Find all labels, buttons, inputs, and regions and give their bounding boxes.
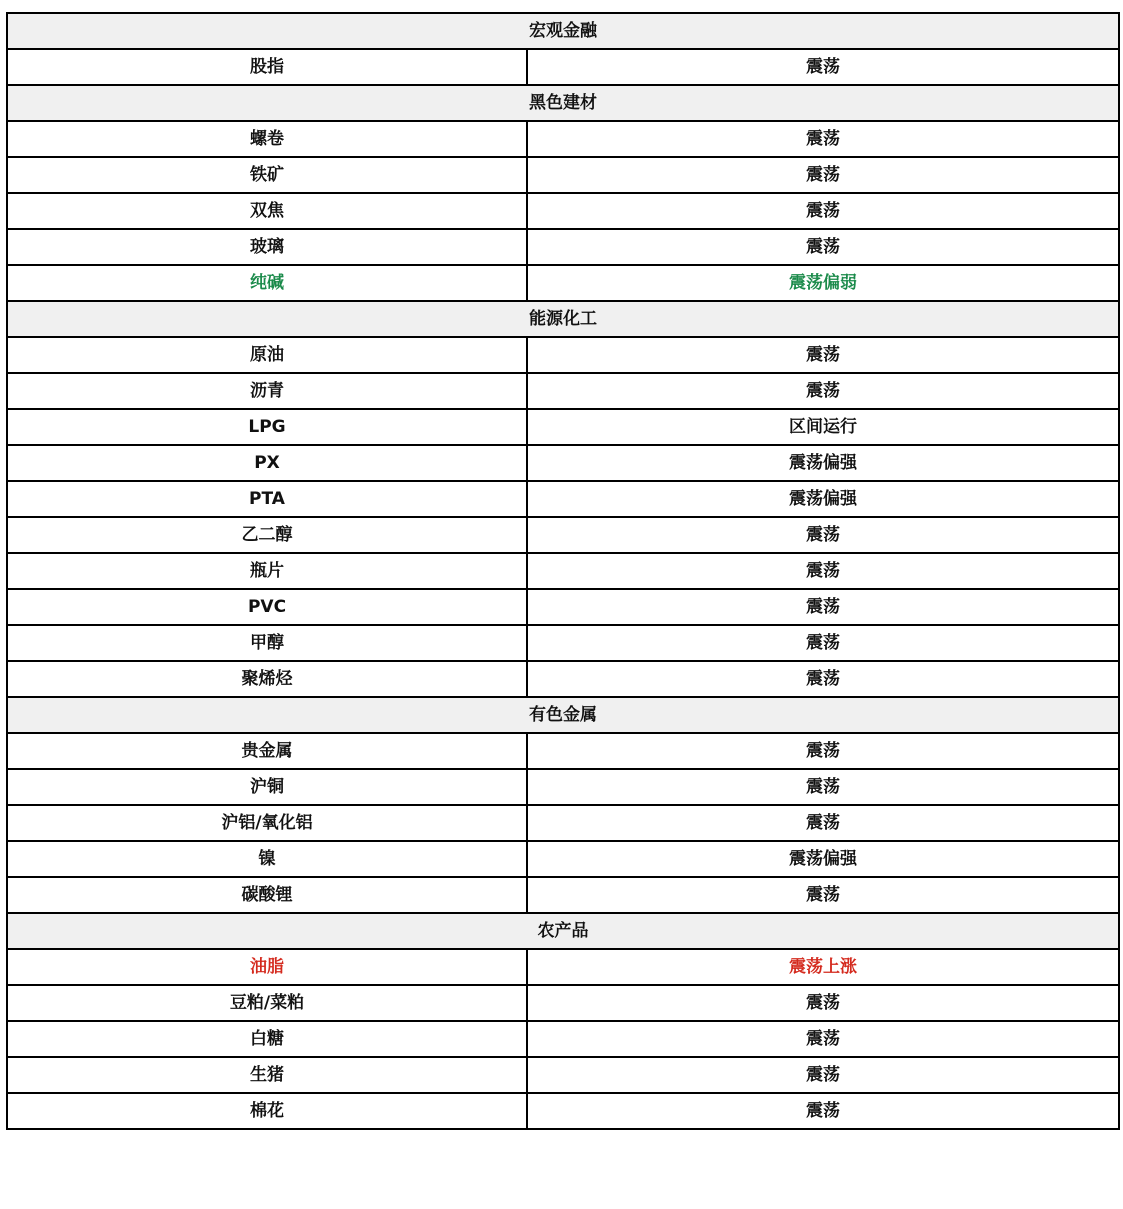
commodity-name: 双焦 xyxy=(7,193,527,229)
table-row xyxy=(7,409,1119,445)
commodity-name: PTA xyxy=(7,481,527,517)
commodity-name: 沪铝/氧化铝 xyxy=(7,805,527,841)
section-title: 宏观金融 xyxy=(7,13,1119,49)
market-view: 震荡上涨 xyxy=(527,949,1119,985)
table-row xyxy=(7,1021,1119,1057)
table-row xyxy=(7,445,1119,481)
commodity-name: 豆粕/菜粕 xyxy=(7,985,527,1021)
commodity-name: 甲醇 xyxy=(7,625,527,661)
market-view: 震荡偏强 xyxy=(527,841,1119,877)
table-row xyxy=(7,661,1119,697)
market-view: 震荡偏弱 xyxy=(527,265,1119,301)
commodity-name: 玻璃 xyxy=(7,229,527,265)
commodity-name: PX xyxy=(7,445,527,481)
market-view: 震荡 xyxy=(527,373,1119,409)
market-view: 震荡 xyxy=(527,769,1119,805)
table-row xyxy=(7,337,1119,373)
market-view: 震荡 xyxy=(527,49,1119,85)
market-view: 震荡 xyxy=(527,877,1119,913)
market-view: 震荡 xyxy=(527,733,1119,769)
table-row xyxy=(7,625,1119,661)
table-row xyxy=(7,985,1119,1021)
table-row xyxy=(7,805,1119,841)
market-view: 震荡 xyxy=(527,337,1119,373)
section-header-row xyxy=(7,697,1119,733)
section-title: 黑色建材 xyxy=(7,85,1119,121)
market-view: 震荡 xyxy=(527,1057,1119,1093)
market-view: 震荡 xyxy=(527,157,1119,193)
commodity-name: 生猪 xyxy=(7,1057,527,1093)
table-row xyxy=(7,121,1119,157)
commodity-name: 铁矿 xyxy=(7,157,527,193)
commodity-name: 瓶片 xyxy=(7,553,527,589)
section-title: 农产品 xyxy=(7,913,1119,949)
commodity-name: 纯碱 xyxy=(7,265,527,301)
table-row xyxy=(7,553,1119,589)
table-row xyxy=(7,481,1119,517)
commodity-name: LPG xyxy=(7,409,527,445)
market-view: 震荡 xyxy=(527,985,1119,1021)
section-title: 能源化工 xyxy=(7,301,1119,337)
market-view: 震荡 xyxy=(527,553,1119,589)
table-row xyxy=(7,265,1119,301)
market-view: 震荡偏强 xyxy=(527,445,1119,481)
market-view: 震荡 xyxy=(527,589,1119,625)
market-view: 震荡 xyxy=(527,121,1119,157)
table-row xyxy=(7,589,1119,625)
table-row xyxy=(7,229,1119,265)
commodity-name: PVC xyxy=(7,589,527,625)
commodity-name: 碳酸锂 xyxy=(7,877,527,913)
commodity-name: 白糖 xyxy=(7,1021,527,1057)
table-row xyxy=(7,517,1119,553)
market-view: 震荡 xyxy=(527,193,1119,229)
market-view: 震荡 xyxy=(527,805,1119,841)
commodity-name: 镍 xyxy=(7,841,527,877)
section-title: 有色金属 xyxy=(7,697,1119,733)
market-view: 区间运行 xyxy=(527,409,1119,445)
commodity-outlook-table-container xyxy=(6,12,1118,1130)
table-row xyxy=(7,1093,1119,1129)
commodity-name: 棉花 xyxy=(7,1093,527,1129)
market-view: 震荡 xyxy=(527,1093,1119,1129)
commodity-name: 贵金属 xyxy=(7,733,527,769)
commodity-name: 乙二醇 xyxy=(7,517,527,553)
table-row xyxy=(7,1057,1119,1093)
table-row xyxy=(7,841,1119,877)
table-row xyxy=(7,157,1119,193)
table-row xyxy=(7,877,1119,913)
market-view: 震荡 xyxy=(527,229,1119,265)
table-row xyxy=(7,949,1119,985)
table-body xyxy=(7,13,1119,1129)
section-header-row xyxy=(7,913,1119,949)
market-view: 震荡 xyxy=(527,1021,1119,1057)
table-row xyxy=(7,733,1119,769)
commodity-outlook-table xyxy=(6,12,1120,1130)
commodity-name: 螺卷 xyxy=(7,121,527,157)
market-view: 震荡 xyxy=(527,625,1119,661)
market-view: 震荡偏强 xyxy=(527,481,1119,517)
section-header-row xyxy=(7,301,1119,337)
commodity-name: 原油 xyxy=(7,337,527,373)
commodity-name: 沥青 xyxy=(7,373,527,409)
section-header-row xyxy=(7,13,1119,49)
commodity-name: 股指 xyxy=(7,49,527,85)
market-view: 震荡 xyxy=(527,517,1119,553)
commodity-name: 沪铜 xyxy=(7,769,527,805)
table-row xyxy=(7,49,1119,85)
table-row xyxy=(7,373,1119,409)
commodity-name: 聚烯烃 xyxy=(7,661,527,697)
section-header-row xyxy=(7,85,1119,121)
table-row xyxy=(7,769,1119,805)
commodity-name: 油脂 xyxy=(7,949,527,985)
table-row xyxy=(7,193,1119,229)
market-view: 震荡 xyxy=(527,661,1119,697)
